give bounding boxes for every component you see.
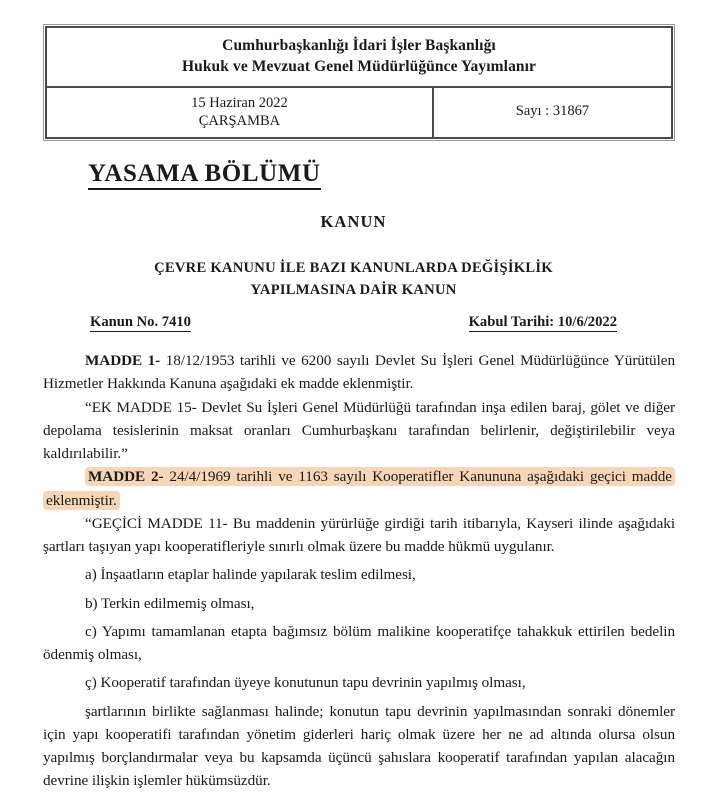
list-item-cc: ç) Kooperatif tarafından üyeye konutunun tapu devrinin yapılmış olması, (85, 674, 526, 692)
masthead-table (43, 24, 675, 141)
madde-2-label: MADDE 2- (88, 468, 164, 486)
masthead-meta-row (47, 88, 671, 137)
gazette-weekday: ÇARŞAMBA (198, 112, 281, 129)
masthead-date-cell (47, 88, 434, 137)
publisher-line-2: Hukuk ve Mevzuat Genel Müdürlüğünce Yayımlanır (181, 58, 537, 76)
madde-1-text: 18/12/1953 tarihli ve 6200 sayılı Devlet Su İşleri Genel Müdürlüğünce Yürütülen Hizmetler Hakkında Kanuna aşağıdaki ek madde eklenmiştir. (43, 352, 675, 393)
paragraph-closing: şartlarının birlikte sağlanması halinde; konutun tapu devrinin yapılmasından sonraki dönemler için yapı kooperatifi tarafından yönetim giderleri hariç olmak üzere her ne ad altında olursa olsun yapılmış borçlandırmalar veya bu kapsamda üçüncü şahıslara kooperatif tarafından yapılan alacağın devrine ilişkin işlemler hükümsüzdür. (43, 702, 675, 790)
paragraph-gecici-madde-11: “GEÇİCİ MADDE 11- Bu maddenin yürürlüğe girdiği tarih itibarıyla, Kayseri ilinde aşağıdaki şartları taşıyan yapı kooperatifleriyle sınırlı olmak üzere bu madde hükmü uygulanır. (43, 514, 675, 555)
paragraph-madde-1 (43, 349, 675, 396)
paragraph-ek-madde-15: “EK MADDE 15- Devlet Su İşleri Genel Müdürlüğü tarafından inşa edilen baraj, gölet ve diğer depolama tesislerinin maksat oranları Cumhurbaşkanı tarafından belirlenir, değiştirilebilir veya kaldırılabilir.” (43, 398, 675, 462)
law-meta-row (90, 314, 617, 332)
law-title (0, 258, 707, 302)
document-body (43, 349, 675, 793)
paragraph-madde-2 (43, 465, 675, 512)
gazette-date: 15 Haziran 2022 (191, 94, 288, 111)
masthead-publisher-cell (47, 28, 671, 88)
document-kind-heading: KANUN (320, 212, 387, 231)
publisher-line-1: Cumhurbaşkanlığı İdari İşler Başkanlığı (222, 37, 496, 54)
list-item-c: c) Yapımı tamamlanan etapta bağımsız bölüm malikine kooperatifçe tahakkuk ettirilen bedelin ödenmiş olması, (43, 622, 675, 663)
section-heading: YASAMA BÖLÜMÜ (88, 161, 321, 190)
madde-1-label: MADDE 1- (85, 352, 161, 369)
law-accept-date: Kabul Tarihi: 10/6/2022 (468, 314, 617, 330)
gazette-issue-number: Sayı : 31867 (515, 103, 590, 120)
highlighted-madde-2 (43, 467, 675, 509)
masthead-frame (45, 26, 673, 139)
madde-2-text: 24/4/1969 tarihli ve 1163 sayılı Kooperatifler Kanununa aşağıdaki geçici madde eklenmiştir. (46, 468, 673, 509)
law-number: Kanun No. 7410 (90, 314, 191, 330)
law-title-line-1: ÇEVRE KANUNU İLE BAZI KANUNLARDA DEĞİŞİKLİK (154, 260, 553, 276)
law-title-line-2: YAPILMASINA DAİR KANUN (250, 281, 457, 298)
list-item-b: b) Terkin edilmemiş olması, (85, 594, 255, 612)
list-item-a: a) İnşaatların etaplar halinde yapılarak teslim edilmesi, (85, 566, 416, 584)
masthead-issue-cell (434, 88, 671, 137)
